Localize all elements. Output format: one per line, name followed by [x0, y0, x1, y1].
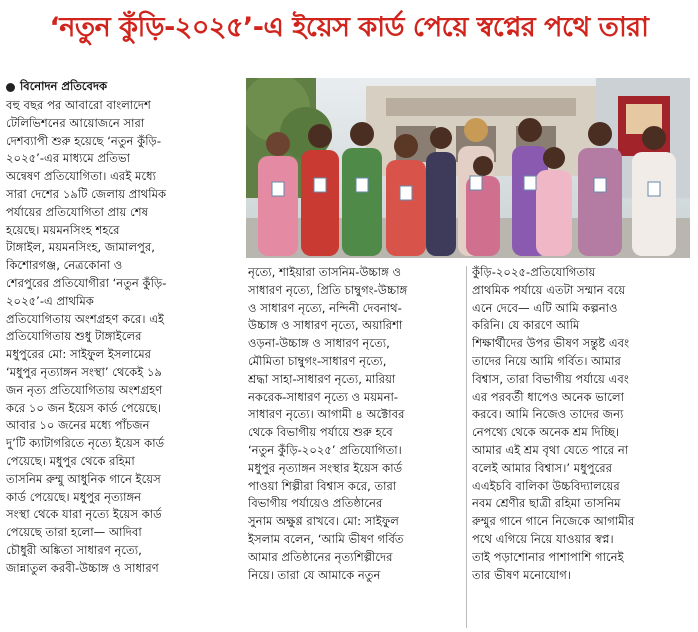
text-line: শিক্ষার্থীদের উপর ভীষণ সন্তুষ্ট এবং [472, 336, 630, 351]
text-line: শেরপুরের প্রতিযোগীরা ‘নতুন কুঁড়ি- [6, 275, 167, 290]
text-line: এনে দেবে— এটি আমি কল্পনাও [472, 300, 618, 315]
text-line: থেকে বিভাগীয় পর্যায়ে শুরু হবে [248, 425, 393, 440]
text-line: তাই পড়াশোনার পাশাপাশি গানেই [472, 549, 624, 564]
text-line: ‘মধুপুর নৃত্যাঙ্গন সংস্থা’ থেকেই ১৯ [6, 364, 162, 379]
text-line: হয়েছে। ময়মনসিংহ শহরে [6, 222, 120, 237]
text-line: পর্যায়ের প্রতিযোগিতা প্রায় শেষ [6, 204, 148, 219]
text-line: ‘নতুন কুঁড়ি-২০২৫’ প্রতিযোগিতা। [248, 442, 402, 457]
article-column-1 [6, 97, 242, 578]
text-line: নেপথ্যে থেকে অনেক শ্রম দিচ্ছি। [472, 425, 620, 440]
text-line: জান্নাতুল করবী-উচ্চাঙ্গ ও সাধারণ [6, 560, 159, 575]
article-column-2 [248, 264, 464, 584]
text-line: ওড়না-উচ্চাঙ্গ ও সাধারণ নৃত্যে, [248, 336, 390, 351]
byline [6, 78, 246, 96]
text-line: বলেই আমার বিশ্বাস।’ মধুপুরের [472, 460, 612, 475]
text-line: সাধারণ নৃত্যে, প্রিতি চাম্বুগং-উচ্চাঙ্গ [248, 282, 408, 297]
text-line: করে ১০ জন ইয়েস কার্ড পেয়েছে। [6, 400, 162, 415]
text-line: করিনি। যে কারণে আমি [472, 318, 580, 333]
text-line: সংস্থা থেকে যারা নৃত্যে ইয়েস কার্ড [6, 507, 162, 522]
text-line: বহু বছর পর আবারো বাংলাদেশ [6, 98, 151, 112]
text-line: সুনাম অক্ষুণ্ণ রাখবে। মো: সাইফুল [248, 514, 399, 529]
headline: ‘নতুন কুঁড়ি-২০২৫’-এ ইয়েস কার্ড পেয়ে স্বপ্নের পথে তারা [49, 11, 649, 43]
text-line: বিভাগীয় পর্যায়েও প্রতিষ্ঠানের [248, 496, 383, 511]
text-line: প্রতিযোগিতায় অংশগ্রহণ করে। এই [6, 311, 165, 326]
text-line: দেশব্যাপী শুরু হয়েছে ‘নতুন কুঁড়ি- [6, 133, 162, 148]
text-line: নিয়ে। তারা যে আমাকে নতুন [248, 567, 381, 582]
text-line: ইসলাম বলেন, ‘আমি ভীষণ গর্বিত [248, 531, 404, 546]
text-line: রুম্মুর গানে গানে নিজেকে আগামীর [472, 514, 635, 529]
text-line: কার্ড পেয়েছে। মধুপুর নৃত্যাঙ্গন [6, 489, 142, 504]
text-line: তাসনিম রুম্মু আধুনিক গানে ইয়েস [6, 471, 161, 486]
text-line: প্রতিযোগিতায় শুধু টাঙ্গাইলের [6, 329, 142, 344]
text-line: শ্রদ্ধা সাহা-সাধারণ নৃত্যে, মারিয়া [248, 371, 396, 386]
text-line: মধুপুর নৃত্যাঙ্গন সংস্থার ইয়েস কার্ড [248, 460, 403, 475]
text-line: প্রাথমিক পর্যায়ে এতটা সম্মান বয়ে [472, 282, 626, 297]
text-line: আমার এই শ্রম বৃথা যেতে পারে না [472, 442, 629, 457]
text-line: করবে। আমি নিজেও তাদের জন্য [472, 407, 624, 422]
text-line: উচ্চাঙ্গ ও সাধারণ নৃত্যে, অয়ারিশা [248, 318, 403, 333]
text-line: এএইচবি বালিকা উচ্চবিদ্যালয়ের [472, 478, 620, 493]
article-column-3 [472, 264, 692, 584]
text-line: আমার প্রতিষ্ঠানের নৃত্যশিল্পীদের [248, 549, 393, 564]
text-line: এর পরবর্তী ধাপেও অনেক ভালো [472, 389, 624, 404]
byline-text: বিনোদন প্রতিবেদক [20, 78, 108, 93]
text-line: দু’টি ক্যাটাগরিতে নৃত্যে ইয়েস কার্ড [6, 436, 165, 451]
text-line: ও সাধারণ নৃত্যে, নন্দিনী দেবনাথ- [248, 300, 402, 315]
text-line: নৃত্যে, শাইয়ারা তাসনিম-উচ্চাঙ্গ ও [248, 265, 402, 279]
group-photo [246, 78, 690, 258]
bullet-icon [6, 83, 15, 92]
text-line: সাধারণ নৃত্যে। আগামী ৪ অক্টোবর [248, 407, 405, 422]
text-line: পথে এগিয়ে নিয়ে যাওয়ার স্বপ্ন। [472, 531, 614, 546]
text-line: মৌমিতা চাম্বুগং-সাধারণ নৃত্যে, [248, 353, 387, 368]
text-line: তার ভীষণ মনোযোগ। [472, 567, 571, 582]
text-line: অন্বেষণ প্রতিযোগিতা। এরই মধ্যে [6, 169, 156, 184]
text-line: ২০২৫’-এ প্রাথমিক [6, 293, 94, 308]
text-line: নবম শ্রেণীর ছাত্রী রহিমা তাসনিম [472, 496, 621, 511]
text-line: চৌধুরী অঙ্কিতা সাধারণ নৃত্যে, [6, 542, 142, 557]
text-line: মধুপুরের মো: সাইফুল ইসলামের [6, 347, 152, 362]
text-line: পেয়েছে। মধুপুর থেকে রহিমা [6, 453, 135, 468]
text-line: আবার ১০ জনের মধ্যে পাঁচজন [6, 418, 150, 433]
text-line: কিশোরগঞ্জ, নেত্রকোনা ও [6, 258, 123, 273]
text-line: পেয়েছে তারা হলো— আদিবা [6, 525, 142, 540]
text-line: জন নৃত্য প্রতিযোগিতায় অংশগ্রহণ [6, 382, 163, 397]
text-line: টাঙ্গাইল, ময়মনসিংহ, জামালপুর, [6, 240, 155, 255]
text-line: তাদের নিয়ে আমি গর্বিত। আমার [472, 353, 621, 368]
text-line: পাওয়া শিল্পীরা বিশ্বাস করে, তারা [248, 478, 397, 493]
text-line: টেলিভিশনের আয়োজনে সারা [6, 115, 145, 130]
text-line: ২০২৫’-এর মাধ্যমে প্রতিভা [6, 151, 131, 166]
text-line: বিশ্বাস, তারা বিভাগীয় পর্যায়ে এবং [472, 371, 629, 386]
text-line: নকরেক-সাধারণ নৃত্যে ও ময়মনা- [248, 389, 399, 404]
text-line: সারা দেশের ১৯টি জেলায় প্রাথমিক [6, 186, 167, 201]
text-line: কুঁড়ি-২০২৫-প্রতিযোগিতায় [472, 265, 596, 279]
group-photo-illustration [246, 78, 690, 258]
column-divider [466, 266, 467, 628]
